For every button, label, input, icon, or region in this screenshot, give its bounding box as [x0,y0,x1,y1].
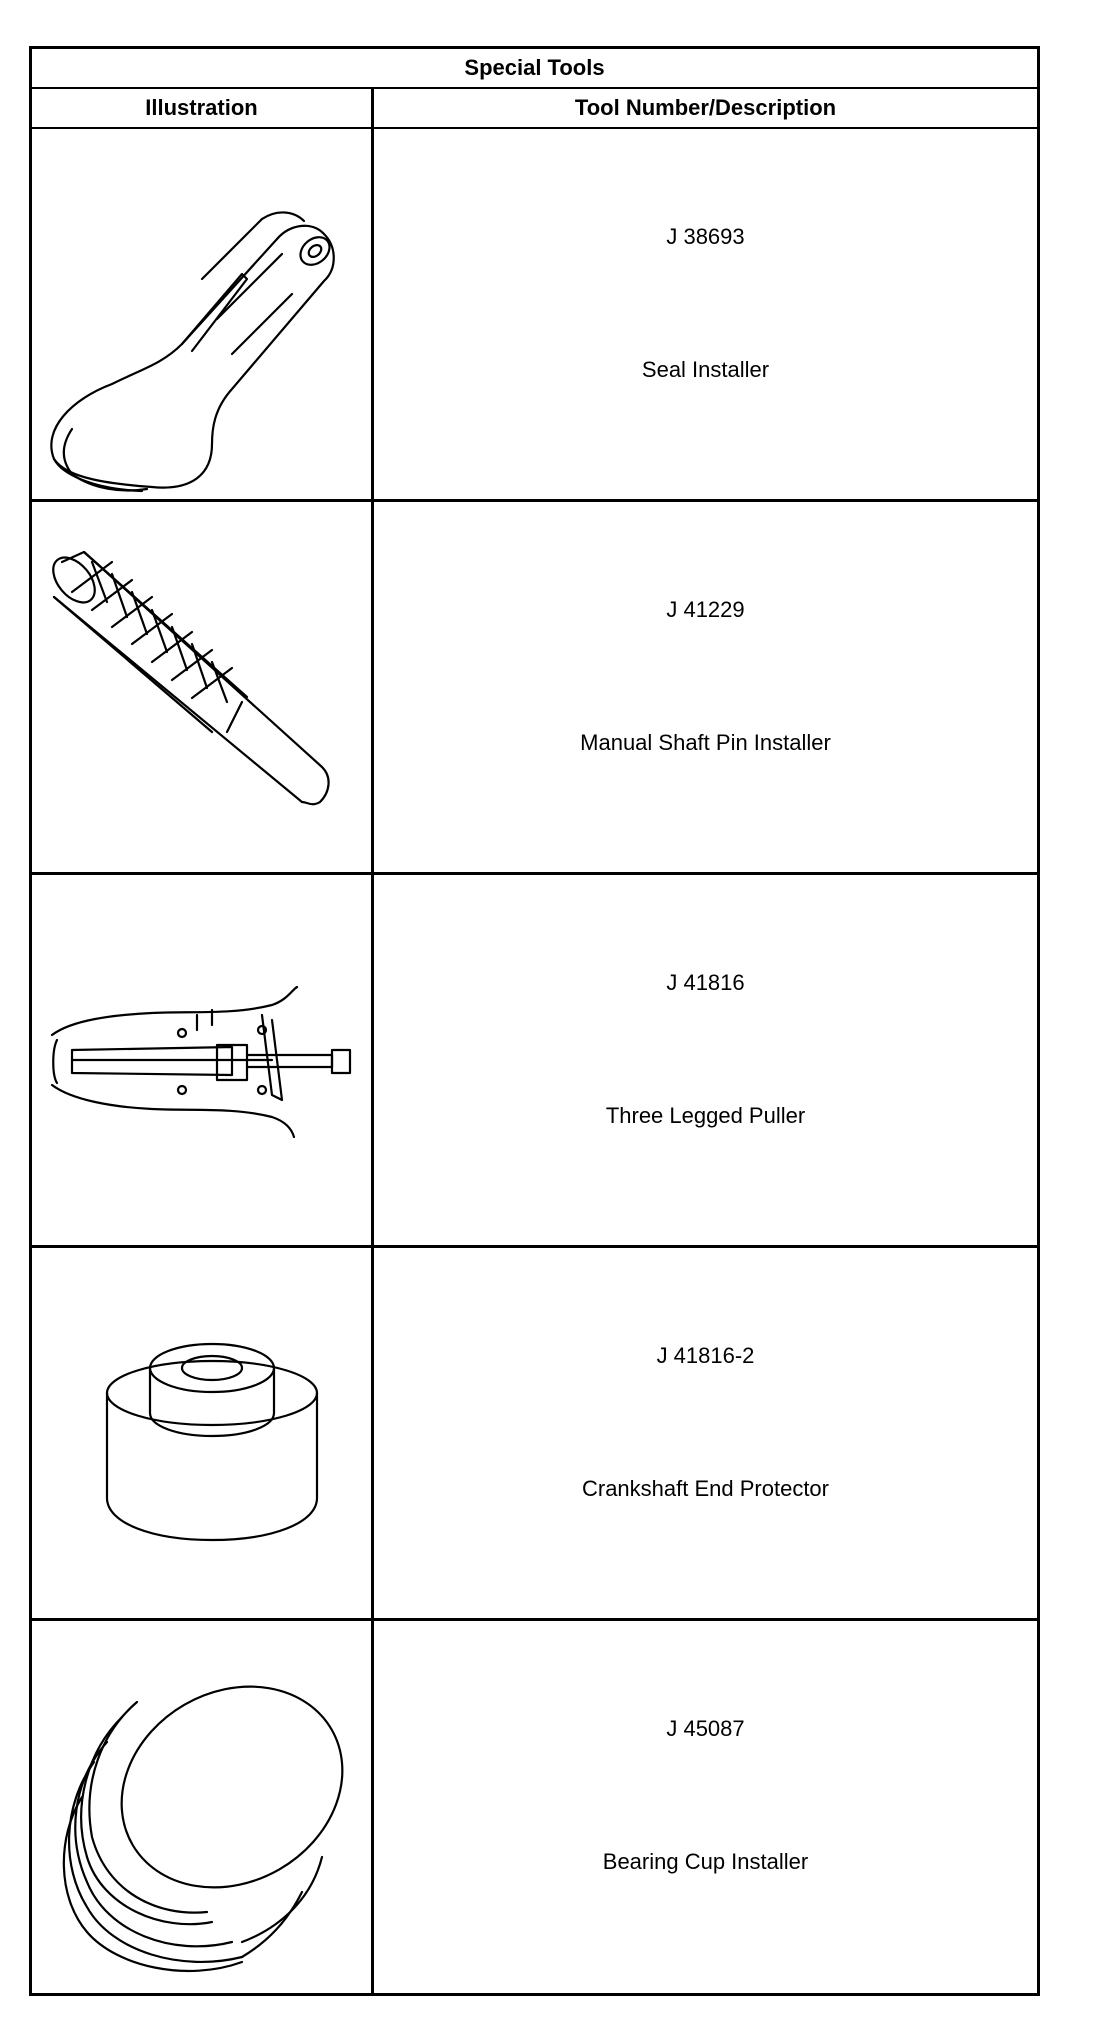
end-protector-icon [32,1248,371,1618]
table-row [32,129,1037,502]
description-cell [374,1248,1037,1618]
special-tools-table [29,46,1040,1996]
tool-name: Three Legged Puller [605,1103,806,1128]
tool-number: J 41816-2 [656,1343,755,1368]
tool-number: J 38693 [666,224,745,249]
illustration-cell [32,129,374,499]
table-row [32,502,1037,875]
table-title: Special Tools [32,49,1037,89]
tool-name: Seal Installer [641,357,770,382]
description-cell [374,129,1037,499]
description-cell [374,502,1037,872]
tool-name: Crankshaft End Protector [581,1476,829,1501]
tool-name: Bearing Cup Installer [602,1849,809,1874]
illustration-cell [32,502,374,872]
illustration-cell [32,1248,374,1618]
table-row [32,1248,1037,1621]
tool-number: J 41816 [666,970,745,995]
tool-number: J 45087 [666,1716,745,1741]
table-header-row [32,89,1037,129]
tool-name: Manual Shaft Pin Installer [580,730,831,755]
column-header-illustration: Illustration [32,89,374,127]
illustration-cell [32,1621,374,1993]
bearing-cup-installer-icon [32,1621,371,1993]
tool-number: J 41229 [666,597,745,622]
column-header-description: Tool Number/Description [574,95,837,120]
table-row [32,875,1037,1248]
table-row [32,1621,1037,1993]
pin-installer-icon [32,502,371,872]
description-cell [374,1621,1037,1993]
seal-installer-icon [32,129,371,499]
description-cell [374,875,1037,1245]
illustration-cell [32,875,374,1245]
puller-icon [32,875,371,1245]
